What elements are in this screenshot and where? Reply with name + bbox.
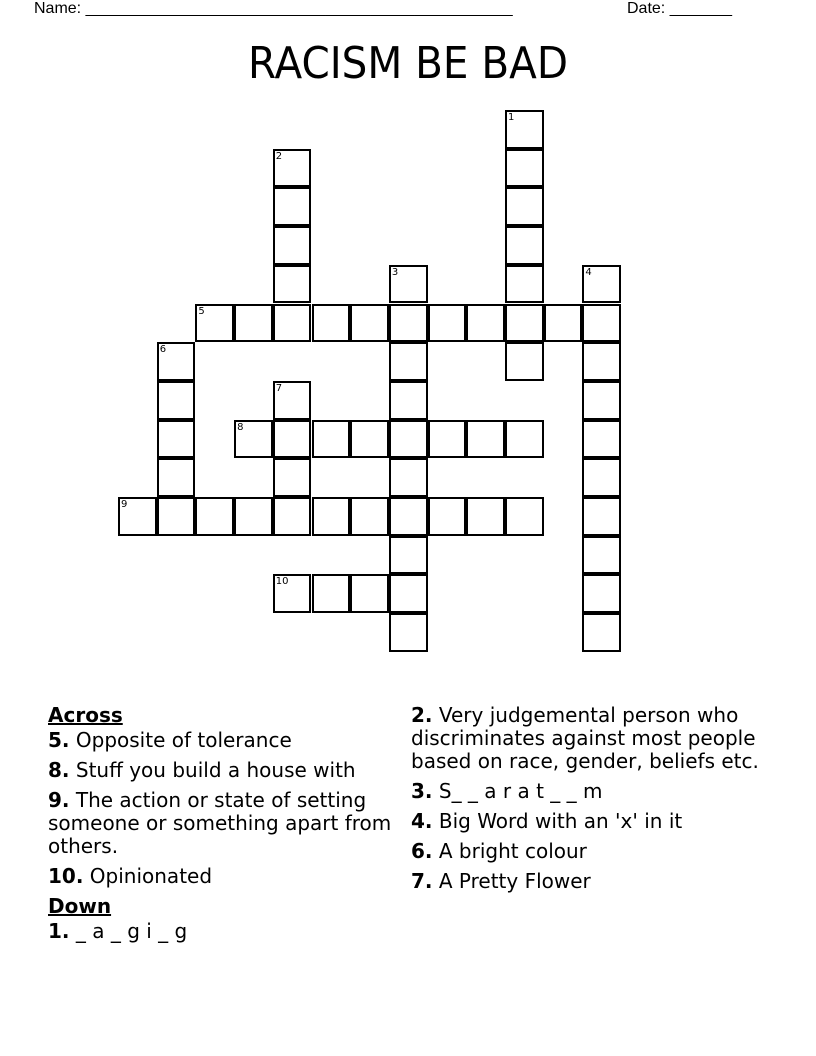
grid-cell[interactable] bbox=[582, 536, 621, 575]
grid-cell[interactable] bbox=[582, 613, 621, 652]
clue-down-4: 4. Big Word with an 'x' in it bbox=[411, 809, 683, 833]
grid-cell[interactable] bbox=[582, 381, 621, 420]
clue-number: 6 bbox=[159, 344, 167, 356]
grid-cell[interactable] bbox=[582, 420, 621, 459]
across-heading: Across bbox=[48, 703, 123, 727]
down-heading: Down bbox=[48, 894, 112, 918]
clue-down-2: 2. Very judgemental person who discriminates against most people based on race, gender, beliefs etc. bbox=[411, 703, 759, 773]
clue-number: 7 bbox=[275, 382, 283, 394]
clue-down-7: 7. A Pretty Flower bbox=[411, 869, 591, 893]
grid-cell[interactable] bbox=[505, 304, 544, 343]
grid-cell[interactable] bbox=[389, 304, 428, 343]
grid-cell[interactable] bbox=[582, 574, 621, 613]
grid-cell[interactable] bbox=[582, 265, 621, 304]
grid-cell[interactable] bbox=[582, 342, 621, 381]
grid-cell[interactable] bbox=[273, 149, 312, 188]
grid-cell[interactable] bbox=[505, 265, 544, 304]
grid-cell[interactable] bbox=[157, 458, 196, 497]
grid-cell[interactable] bbox=[273, 420, 312, 459]
grid-cell[interactable] bbox=[389, 574, 428, 613]
clue-across-5: 5. Opposite of tolerance bbox=[48, 728, 292, 752]
clue-across-10: 10. Opinionated bbox=[48, 864, 213, 888]
grid-cell[interactable] bbox=[234, 420, 273, 459]
grid-cell[interactable] bbox=[505, 187, 544, 226]
grid-cell[interactable] bbox=[428, 304, 467, 343]
grid-cell[interactable] bbox=[350, 497, 389, 536]
grid-cell[interactable] bbox=[389, 420, 428, 459]
grid-cell[interactable] bbox=[157, 497, 196, 536]
grid-cell[interactable] bbox=[312, 420, 351, 459]
grid-cell[interactable] bbox=[582, 458, 621, 497]
grid-cell[interactable] bbox=[157, 342, 196, 381]
clue-number: 3 bbox=[391, 266, 399, 278]
grid-cell[interactable] bbox=[389, 458, 428, 497]
grid-cell[interactable] bbox=[389, 265, 428, 304]
grid-cell[interactable] bbox=[273, 381, 312, 420]
clue-number: 1 bbox=[508, 112, 515, 123]
name-field-label[interactable]: Name: ________________________________________________ bbox=[34, 0, 513, 17]
grid-cell[interactable] bbox=[466, 304, 505, 343]
clues-right-column bbox=[411, 704, 761, 900]
page-title: RACISM BE BAD bbox=[247, 38, 569, 89]
grid-cell[interactable] bbox=[350, 304, 389, 343]
date-field-label[interactable]: Date: _______ bbox=[627, 0, 732, 17]
grid-cell[interactable] bbox=[505, 226, 544, 265]
clue-down-3: 3. S_ _ a r a t _ _ m bbox=[411, 779, 603, 803]
clue-down-6: 6. A bright colour bbox=[411, 839, 587, 863]
clue-across-9: 9. The action or state of setting someone or something apart from others. bbox=[48, 788, 392, 858]
grid-cell[interactable] bbox=[157, 420, 196, 459]
grid-cell[interactable] bbox=[234, 497, 273, 536]
clue-number: 5 bbox=[198, 305, 205, 317]
grid-cell[interactable] bbox=[312, 497, 351, 536]
grid-cell[interactable] bbox=[273, 458, 312, 497]
clue-down-1: 1. _ a _ g i _ g bbox=[48, 919, 188, 943]
grid-cell[interactable] bbox=[505, 110, 544, 149]
clue-number: 10 bbox=[275, 576, 289, 588]
grid-cell[interactable] bbox=[505, 342, 544, 381]
grid-cell[interactable] bbox=[505, 497, 544, 536]
grid-cell[interactable] bbox=[312, 304, 351, 343]
grid-cell[interactable] bbox=[428, 497, 467, 536]
grid-cell[interactable] bbox=[234, 304, 273, 343]
grid-cell[interactable] bbox=[273, 574, 312, 613]
grid-cell[interactable] bbox=[505, 420, 544, 459]
grid-cell[interactable] bbox=[428, 420, 467, 459]
grid-cell[interactable] bbox=[195, 497, 234, 536]
grid-cell[interactable] bbox=[389, 613, 428, 652]
grid-cell[interactable] bbox=[466, 420, 505, 459]
clue-number: 4 bbox=[585, 266, 592, 278]
grid-cell[interactable] bbox=[118, 497, 157, 536]
grid-cell[interactable] bbox=[389, 536, 428, 575]
grid-cell[interactable] bbox=[350, 420, 389, 459]
grid-cell[interactable] bbox=[544, 304, 583, 343]
clues-left-column bbox=[48, 704, 393, 950]
grid-cell[interactable] bbox=[389, 497, 428, 536]
grid-cell[interactable] bbox=[389, 381, 428, 420]
clue-across-8: 8. Stuff you build a house with bbox=[48, 758, 356, 782]
grid-cell[interactable] bbox=[157, 381, 196, 420]
clue-number: 9 bbox=[121, 499, 128, 510]
grid-cell[interactable] bbox=[273, 304, 312, 343]
clue-number: 2 bbox=[275, 150, 283, 162]
grid-cell[interactable] bbox=[389, 342, 428, 381]
grid-cell[interactable] bbox=[582, 497, 621, 536]
grid-cell[interactable] bbox=[582, 304, 621, 343]
grid-cell[interactable] bbox=[195, 304, 234, 343]
grid-cell[interactable] bbox=[273, 497, 312, 536]
grid-cell[interactable] bbox=[273, 226, 312, 265]
grid-cell[interactable] bbox=[273, 187, 312, 226]
clue-number: 8 bbox=[237, 421, 244, 433]
grid-cell[interactable] bbox=[350, 574, 389, 613]
grid-cell[interactable] bbox=[273, 265, 312, 304]
grid-cell[interactable] bbox=[312, 574, 351, 613]
grid-cell[interactable] bbox=[505, 149, 544, 188]
grid-cell[interactable] bbox=[466, 497, 505, 536]
